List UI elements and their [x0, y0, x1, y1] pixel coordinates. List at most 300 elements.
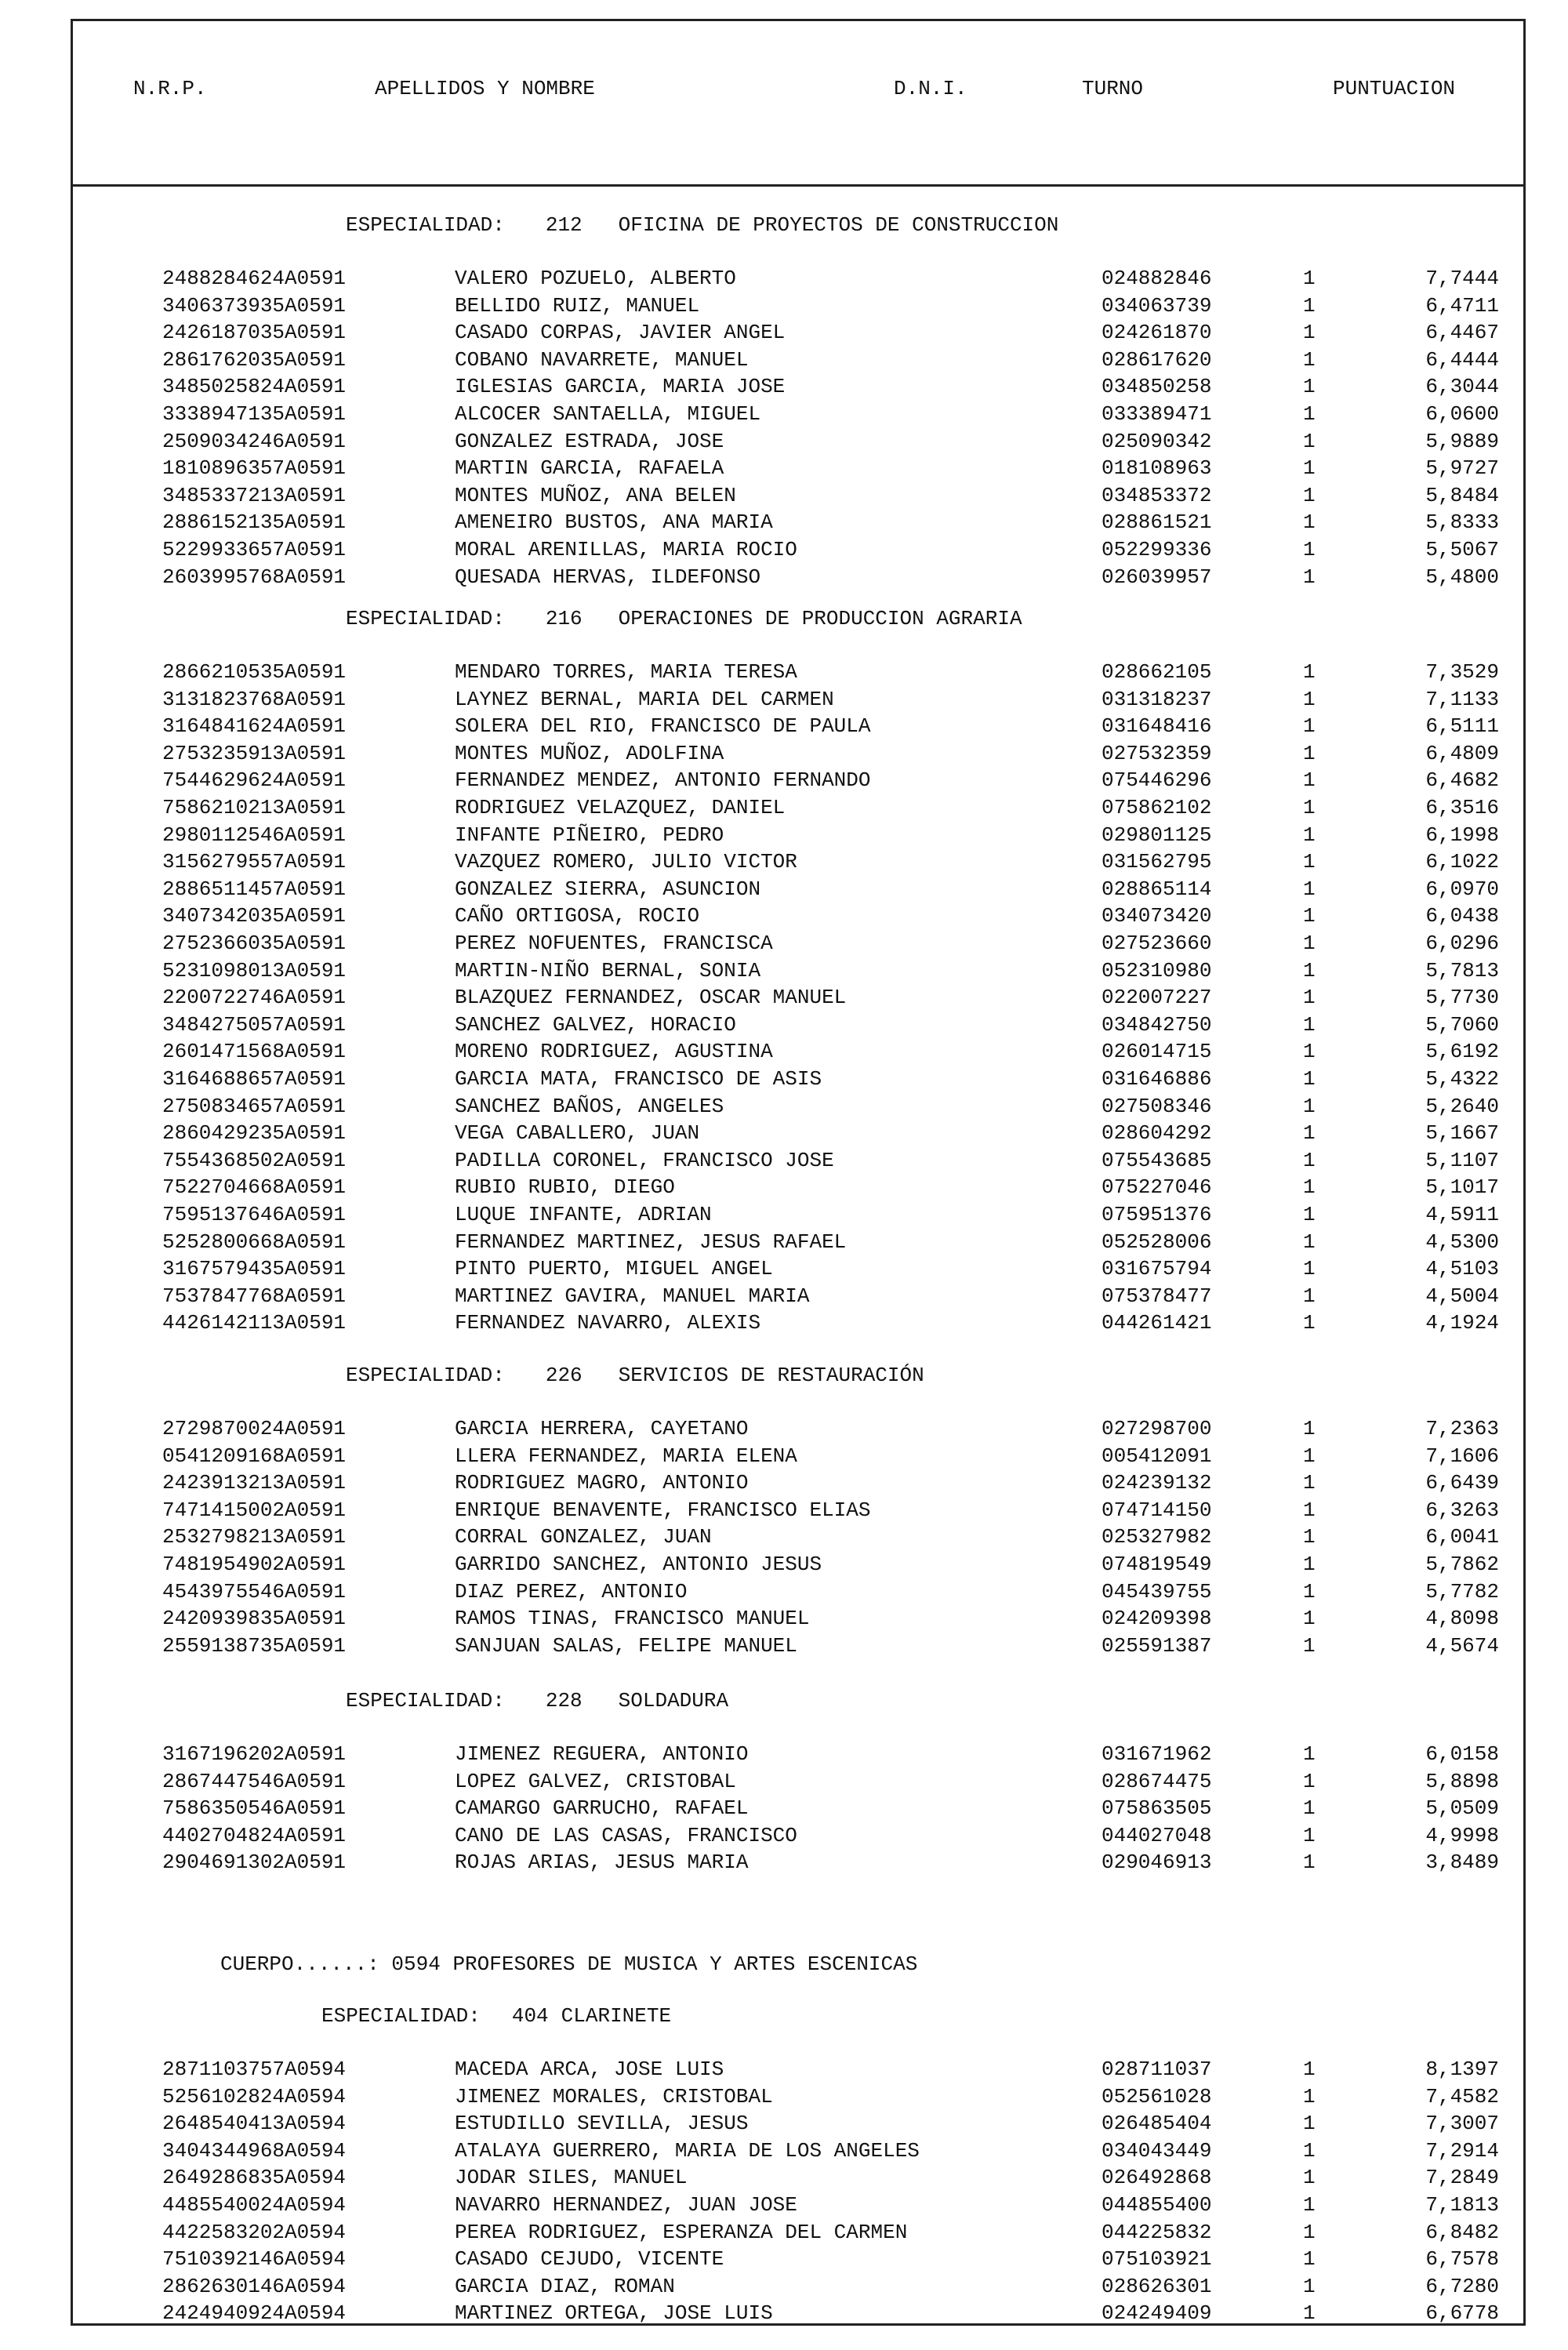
cell-puntuacion: 7,3529	[1425, 660, 1499, 684]
cell-nrp: 0541209168A0591	[162, 1444, 347, 1468]
cell-puntuacion: 5,2640	[1425, 1094, 1499, 1118]
cell-name: RUBIO RUBIO, DIEGO	[455, 1175, 675, 1200]
cell-nrp: 2423913213A0591	[162, 1471, 347, 1495]
table-row	[0, 2166, 1568, 2192]
cell-dni: 024882846	[1102, 267, 1212, 290]
cell-dni: 026039957	[1102, 565, 1212, 589]
cell-puntuacion: 5,6192	[1425, 1040, 1499, 1064]
cell-puntuacion: 6,7280	[1425, 2274, 1499, 2298]
cell-name: DIAZ PEREZ, ANTONIO	[455, 1579, 688, 1604]
table-row	[0, 430, 1568, 456]
cell-puntuacion: 6,0970	[1425, 877, 1499, 901]
cell-turno: 1	[1303, 823, 1316, 847]
cell-nrp: 2601471568A0591	[162, 1040, 347, 1064]
cell-nrp: 3485337213A0591	[162, 483, 347, 507]
table-row	[0, 484, 1568, 510]
cell-nrp: 3484275057A0591	[162, 1012, 347, 1037]
cell-dni: 031648416	[1102, 714, 1212, 739]
cell-dni: 031562795	[1102, 850, 1212, 874]
cell-nrp: 7510392146A0594	[162, 2247, 347, 2272]
cell-nrp: 7537847768A0591	[162, 1284, 347, 1308]
cell-puntuacion: 6,4682	[1425, 768, 1499, 793]
cell-name: GARCIA MATA, FRANCISCO DE ASIS	[455, 1067, 822, 1091]
cell-dni: 031318237	[1102, 687, 1212, 711]
cell-puntuacion: 6,5111	[1425, 714, 1499, 739]
cell-name: QUESADA HERVAS, ILDEFONSO	[455, 565, 761, 589]
cell-turno: 1	[1303, 1579, 1316, 1604]
cell-name: MARTIN GARCIA, RAFAELA	[455, 456, 724, 481]
cell-dni: 052299336	[1102, 538, 1212, 561]
cell-puntuacion: 5,8333	[1425, 510, 1499, 535]
cell-nrp: 2200722746A0591	[162, 986, 347, 1010]
especialidad-code: 216	[545, 607, 583, 630]
cell-turno: 1	[1303, 958, 1316, 982]
header-turno: TURNO	[1082, 77, 1144, 100]
cell-turno: 1	[1303, 2220, 1316, 2244]
cell-puntuacion: 6,0041	[1425, 1525, 1499, 1549]
table-row	[0, 904, 1568, 931]
cell-puntuacion: 6,4444	[1425, 347, 1499, 372]
cell-nrp: 7586350546A0591	[162, 1796, 347, 1821]
cell-nrp: 3167196202A0591	[162, 1742, 347, 1766]
cell-nrp: 3404344968A0594	[162, 2138, 347, 2163]
cell-dni: 052528006	[1102, 1229, 1212, 1254]
table-row	[0, 2139, 1568, 2166]
table-row	[0, 959, 1568, 986]
table-row	[0, 1824, 1568, 1851]
cell-puntuacion: 6,6778	[1425, 2301, 1499, 2326]
cell-dni: 033389471	[1102, 402, 1212, 426]
table-row	[0, 565, 1568, 592]
cell-nrp: 2886511457A0591	[162, 877, 347, 901]
cell-turno: 1	[1303, 1796, 1316, 1821]
cell-dni: 034073420	[1102, 904, 1212, 928]
especialidad-name: OFICINA DE PROYECTOS DE CONSTRUCCION	[618, 213, 1059, 237]
cell-name: ENRIQUE BENAVENTE, FRANCISCO ELIAS	[455, 1498, 871, 1522]
cell-nrp: 2750834657A0591	[162, 1094, 347, 1118]
cell-turno: 1	[1303, 1229, 1316, 1254]
cell-turno: 1	[1303, 687, 1316, 711]
cell-dni: 074819549	[1102, 1553, 1212, 1576]
cell-nrp: 2752366035A0591	[162, 932, 347, 955]
table-row	[0, 1013, 1568, 1040]
cell-puntuacion: 5,7060	[1425, 1012, 1499, 1037]
cell-turno: 1	[1303, 1257, 1316, 1281]
cell-nrp: 2867447546A0591	[162, 1769, 347, 1793]
cell-nrp: 2980112546A0591	[162, 823, 347, 847]
cell-dni: 018108963	[1102, 456, 1212, 481]
cell-name: GARCIA HERRERA, CAYETANO	[455, 1417, 749, 1440]
table-row	[0, 456, 1568, 483]
header-nombre: APELLIDOS Y NOMBRE	[375, 77, 595, 100]
cell-puntuacion: 4,9998	[1425, 1823, 1499, 1847]
table-row	[0, 375, 1568, 401]
cell-name: MACEDA ARCA, JOSE LUIS	[455, 2058, 724, 2081]
cell-name: GONZALEZ ESTRADA, JOSE	[455, 429, 724, 453]
cell-puntuacion: 6,3263	[1425, 1498, 1499, 1522]
cell-turno: 1	[1303, 402, 1316, 426]
cell-name: CORRAL GONZALEZ, JUAN	[455, 1525, 712, 1549]
cell-dni: 028662105	[1102, 660, 1212, 684]
table-row	[0, 2193, 1568, 2220]
cell-dni: 028626301	[1102, 2274, 1212, 2298]
cell-turno: 1	[1303, 741, 1316, 765]
table-row	[0, 510, 1568, 537]
cell-nrp: 4422583202A0594	[162, 2220, 347, 2244]
cell-nrp: 2649286835A0594	[162, 2166, 347, 2190]
cell-name: AMENEIRO BUSTOS, ANA MARIA	[455, 510, 773, 535]
cell-dni: 028617620	[1102, 347, 1212, 372]
cell-dni: 031675794	[1102, 1257, 1212, 1281]
table-row	[0, 294, 1568, 321]
cell-name: SANJUAN SALAS, FELIPE MANUEL	[455, 1633, 797, 1658]
table-row	[0, 1257, 1568, 1284]
cell-puntuacion: 7,3007	[1425, 2112, 1499, 2136]
cell-name: COBANO NAVARRETE, MANUEL	[455, 347, 749, 372]
cell-dni: 025327982	[1102, 1525, 1212, 1549]
cell-nrp: 2729870024A0591	[162, 1417, 347, 1440]
cell-name: CANO DE LAS CASAS, FRANCISCO	[455, 1823, 797, 1847]
cell-name: RODRIGUEZ MAGRO, ANTONIO	[455, 1471, 749, 1495]
cell-nrp: 7586210213A0591	[162, 796, 347, 819]
table-row	[0, 660, 1568, 687]
cell-puntuacion: 6,4809	[1425, 741, 1499, 765]
cell-nrp: 2860429235A0591	[162, 1121, 347, 1146]
cell-turno: 1	[1303, 714, 1316, 739]
cell-turno: 1	[1303, 986, 1316, 1010]
cell-puntuacion: 5,7730	[1425, 986, 1499, 1010]
cell-dni: 075227046	[1102, 1175, 1212, 1200]
cell-dni: 075446296	[1102, 768, 1212, 793]
cell-dni: 024239132	[1102, 1471, 1212, 1495]
cell-name: ALCOCER SANTAELLA, MIGUEL	[455, 402, 761, 426]
cell-turno: 1	[1303, 768, 1316, 793]
cell-dni: 045439755	[1102, 1579, 1212, 1604]
especialidad-code: 226	[545, 1364, 583, 1387]
table-row	[0, 2301, 1568, 2328]
cell-dni: 074714150	[1102, 1498, 1212, 1522]
cell-name: JODAR SILES, MANUEL	[455, 2166, 688, 2190]
cell-puntuacion: 6,4467	[1425, 321, 1499, 345]
cell-dni: 044027048	[1102, 1823, 1212, 1847]
cell-dni: 034853372	[1102, 483, 1212, 507]
cell-dni: 034842750	[1102, 1012, 1212, 1037]
especialidad-label: ESPECIALIDAD:	[346, 1689, 505, 1713]
especialidad-heading	[321, 2004, 671, 2028]
cell-dni: 028865114	[1102, 877, 1212, 901]
cell-nrp: 5256102824A0594	[162, 2084, 347, 2108]
cell-puntuacion: 6,1022	[1425, 850, 1499, 874]
cell-turno: 1	[1303, 1607, 1316, 1631]
cell-turno: 1	[1303, 1851, 1316, 1875]
cell-dni: 022007227	[1102, 986, 1212, 1010]
table-row	[0, 2247, 1568, 2274]
cell-turno: 1	[1303, 932, 1316, 955]
cell-puntuacion: 6,4711	[1425, 293, 1499, 318]
cell-turno: 1	[1303, 2138, 1316, 2163]
cell-nrp: 2862630146A0594	[162, 2274, 347, 2298]
table-row	[0, 1175, 1568, 1202]
cell-puntuacion: 4,5300	[1425, 1229, 1499, 1254]
cell-nrp: 1810896357A0591	[162, 456, 347, 481]
cell-dni: 075103921	[1102, 2247, 1212, 2272]
cell-dni: 025591387	[1102, 1633, 1212, 1658]
cell-name: IGLESIAS GARCIA, MARIA JOSE	[455, 375, 786, 399]
cell-name: FERNANDEZ MARTINEZ, JESUS RAFAEL	[455, 1229, 847, 1254]
table-row	[0, 1149, 1568, 1175]
cell-puntuacion: 5,7862	[1425, 1553, 1499, 1576]
table-row	[0, 1095, 1568, 1121]
cell-dni: 026014715	[1102, 1040, 1212, 1064]
cell-puntuacion: 7,1133	[1425, 687, 1499, 711]
especialidad-label: ESPECIALIDAD:	[346, 213, 505, 237]
cell-dni: 029046913	[1102, 1851, 1212, 1875]
cell-nrp: 7554368502A0591	[162, 1148, 347, 1172]
cell-dni: 075862102	[1102, 796, 1212, 819]
cell-dni: 024261870	[1102, 321, 1212, 345]
cell-name: GARRIDO SANCHEZ, ANTONIO JESUS	[455, 1553, 822, 1576]
cell-turno: 1	[1303, 2166, 1316, 2190]
cell-dni: 075543685	[1102, 1148, 1212, 1172]
cell-puntuacion: 5,9889	[1425, 429, 1499, 453]
cell-name: PINTO PUERTO, MIGUEL ANGEL	[455, 1257, 773, 1281]
cell-turno: 1	[1303, 1121, 1316, 1146]
cell-puntuacion: 6,3516	[1425, 796, 1499, 819]
cell-nrp: 3164688657A0591	[162, 1067, 347, 1091]
cell-puntuacion: 6,0438	[1425, 904, 1499, 928]
table-row	[0, 1796, 1568, 1823]
cell-turno: 1	[1303, 293, 1316, 318]
cell-puntuacion: 5,4322	[1425, 1067, 1499, 1091]
table-row	[0, 1498, 1568, 1525]
cell-puntuacion: 7,4582	[1425, 2084, 1499, 2108]
cell-name: BELLIDO RUIZ, MANUEL	[455, 293, 700, 318]
cell-puntuacion: 5,8484	[1425, 483, 1499, 507]
cell-nrp: 3156279557A0591	[162, 850, 347, 874]
table-row	[0, 348, 1568, 375]
cell-nrp: 5231098013A0591	[162, 958, 347, 982]
cell-turno: 1	[1303, 660, 1316, 684]
cell-turno: 1	[1303, 1742, 1316, 1766]
cell-puntuacion: 5,8898	[1425, 1769, 1499, 1793]
cell-dni: 026492868	[1102, 2166, 1212, 2190]
cell-dni: 027298700	[1102, 1417, 1212, 1440]
cell-nrp: 5252800668A0591	[162, 1229, 347, 1254]
cell-puntuacion: 5,1107	[1425, 1148, 1499, 1172]
cell-turno: 1	[1303, 2274, 1316, 2298]
especialidad-code: 404	[511, 2004, 549, 2028]
table-row	[0, 1770, 1568, 1796]
table-row	[0, 823, 1568, 850]
cell-name: VEGA CABALLERO, JUAN	[455, 1121, 700, 1146]
cell-turno: 1	[1303, 904, 1316, 928]
cell-dni: 031646886	[1102, 1067, 1212, 1091]
cell-turno: 1	[1303, 429, 1316, 453]
cell-turno: 1	[1303, 1067, 1316, 1091]
cell-name: SANCHEZ BAÑOS, ANGELES	[455, 1094, 724, 1118]
cell-nrp: 2861762035A0591	[162, 347, 347, 372]
cell-dni: 075863505	[1102, 1796, 1212, 1821]
table-row	[0, 986, 1568, 1012]
especialidad-code: 212	[545, 213, 583, 237]
table-row	[0, 1525, 1568, 1552]
especialidad-name: CLARINETE	[561, 2004, 672, 2028]
table-row	[0, 1417, 1568, 1444]
cell-dni: 034063739	[1102, 293, 1212, 318]
cell-name: CAMARGO GARRUCHO, RAFAEL	[455, 1796, 749, 1821]
cell-dni: 075951376	[1102, 1203, 1212, 1226]
table-row	[0, 2221, 1568, 2247]
cell-turno: 1	[1303, 2247, 1316, 2272]
cell-name: MORAL ARENILLAS, MARIA ROCIO	[455, 538, 797, 561]
especialidad-label: ESPECIALIDAD:	[321, 2004, 481, 2028]
cell-nrp: 4485540024A0594	[162, 2193, 347, 2217]
cell-turno: 1	[1303, 1175, 1316, 1200]
cell-nrp: 2426187035A0591	[162, 321, 347, 345]
cell-nrp: 4402704824A0591	[162, 1823, 347, 1847]
cell-turno: 1	[1303, 375, 1316, 399]
cell-name: MARTIN-NIÑO BERNAL, SONIA	[455, 958, 761, 982]
cell-turno: 1	[1303, 1553, 1316, 1576]
cell-name: MONTES MUÑOZ, ANA BELEN	[455, 483, 736, 507]
cell-puntuacion: 6,1998	[1425, 823, 1499, 847]
table-row	[0, 1634, 1568, 1661]
cell-name: PADILLA CORONEL, FRANCISCO JOSE	[455, 1148, 834, 1172]
cell-puntuacion: 4,5103	[1425, 1257, 1499, 1281]
especialidad-name: SOLDADURA	[618, 1689, 729, 1713]
cell-puntuacion: 7,1813	[1425, 2193, 1499, 2217]
cell-dni: 034850258	[1102, 375, 1212, 399]
cell-turno: 1	[1303, 1525, 1316, 1549]
cell-nrp: 2424940924A0594	[162, 2301, 347, 2326]
cell-puntuacion: 5,7782	[1425, 1579, 1499, 1604]
cell-turno: 1	[1303, 1284, 1316, 1308]
table-row	[0, 1580, 1568, 1607]
table-row	[0, 932, 1568, 958]
table-row	[0, 267, 1568, 293]
especialidad-heading	[346, 213, 1058, 237]
header-puntuacion: PUNTUACION	[1333, 77, 1456, 100]
table-row	[0, 688, 1568, 714]
table-row	[0, 1607, 1568, 1633]
cell-name: MENDARO TORRES, MARIA TERESA	[455, 660, 797, 684]
table-row	[0, 1067, 1568, 1094]
table-row	[0, 1284, 1568, 1311]
cell-nrp: 3167579435A0591	[162, 1257, 347, 1281]
cell-puntuacion: 7,2363	[1425, 1417, 1499, 1440]
table-row	[0, 2112, 1568, 2138]
table-row	[0, 850, 1568, 877]
cell-nrp: 3406373935A0591	[162, 293, 347, 318]
especialidad-heading	[346, 607, 1022, 630]
cell-dni: 044855400	[1102, 2193, 1212, 2217]
cell-turno: 1	[1303, 1311, 1316, 1335]
cell-name: JIMENEZ REGUERA, ANTONIO	[455, 1742, 749, 1766]
cell-nrp: 7481954902A0591	[162, 1553, 347, 1576]
cell-nrp: 2532798213A0591	[162, 1525, 347, 1549]
cell-dni: 028604292	[1102, 1121, 1212, 1146]
cell-dni: 024249409	[1102, 2301, 1212, 2326]
cell-name: ROJAS ARIAS, JESUS MARIA	[455, 1851, 749, 1875]
cell-turno: 1	[1303, 877, 1316, 901]
cell-nrp: 4426142113A0591	[162, 1311, 347, 1335]
cell-nrp: 2648540413A0594	[162, 2112, 347, 2136]
cell-dni: 027523660	[1102, 932, 1212, 955]
table-row	[0, 1444, 1568, 1471]
cell-dni: 024209398	[1102, 1607, 1212, 1631]
cell-puntuacion: 6,0600	[1425, 402, 1499, 426]
cell-turno: 1	[1303, 267, 1316, 290]
cell-turno: 1	[1303, 2112, 1316, 2136]
cell-name: PEREZ NOFUENTES, FRANCISCA	[455, 932, 773, 955]
cell-nrp: 7471415002A0591	[162, 1498, 347, 1522]
cell-nrp: 2866210535A0591	[162, 660, 347, 684]
cell-nrp: 7544629624A0591	[162, 768, 347, 793]
table-row	[0, 1471, 1568, 1498]
table-row	[0, 2085, 1568, 2112]
cell-name: LLERA FERNANDEZ, MARIA ELENA	[455, 1444, 797, 1468]
especialidad-heading	[346, 1364, 924, 1387]
cell-name: ATALAYA GUERRERO, MARIA DE LOS ANGELES	[455, 2138, 920, 2163]
cell-turno: 1	[1303, 1094, 1316, 1118]
cell-name: MONTES MUÑOZ, ADOLFINA	[455, 741, 724, 765]
cell-name: LOPEZ GALVEZ, CRISTOBAL	[455, 1769, 736, 1793]
cell-dni: 025090342	[1102, 429, 1212, 453]
cell-puntuacion: 6,6439	[1425, 1471, 1499, 1495]
cell-nrp: 2603995768A0591	[162, 565, 347, 589]
table-row	[0, 877, 1568, 904]
table-row	[0, 714, 1568, 741]
cell-puntuacion: 5,1017	[1425, 1175, 1499, 1200]
cell-turno: 1	[1303, 1148, 1316, 1172]
cell-puntuacion: 5,1667	[1425, 1121, 1499, 1146]
cell-dni: 026485404	[1102, 2112, 1212, 2136]
table-row	[0, 1121, 1568, 1148]
cell-name: JIMENEZ MORALES, CRISTOBAL	[455, 2084, 773, 2108]
especialidad-name: OPERACIONES DE PRODUCCION AGRARIA	[618, 607, 1022, 630]
cell-puntuacion: 6,8482	[1425, 2220, 1499, 2244]
cell-turno: 1	[1303, 1471, 1316, 1495]
cell-name: MARTINEZ GAVIRA, MANUEL MARIA	[455, 1284, 810, 1308]
cell-turno: 1	[1303, 1012, 1316, 1037]
cell-puntuacion: 6,7578	[1425, 2247, 1499, 2272]
cell-name: FERNANDEZ NAVARRO, ALEXIS	[455, 1311, 761, 1335]
especialidad-heading	[346, 1689, 728, 1713]
cell-name: MARTINEZ ORTEGA, JOSE LUIS	[455, 2301, 773, 2326]
cell-puntuacion: 5,7813	[1425, 958, 1499, 982]
cell-dni: 075378477	[1102, 1284, 1212, 1308]
cell-dni: 028674475	[1102, 1769, 1212, 1793]
cell-turno: 1	[1303, 1498, 1316, 1522]
cell-name: CASADO CORPAS, JAVIER ANGEL	[455, 321, 786, 345]
table-row	[0, 768, 1568, 795]
cell-nrp: 2420939835A0591	[162, 1607, 347, 1631]
cell-nrp: 7522704668A0591	[162, 1175, 347, 1200]
cell-turno: 1	[1303, 1444, 1316, 1468]
cell-turno: 1	[1303, 1769, 1316, 1793]
cell-turno: 1	[1303, 2084, 1316, 2108]
cell-turno: 1	[1303, 1633, 1316, 1658]
cell-dni: 044225832	[1102, 2220, 1212, 2244]
cell-dni: 052561028	[1102, 2084, 1212, 2108]
cell-name: BLAZQUEZ FERNANDEZ, OSCAR MANUEL	[455, 986, 847, 1010]
cell-puntuacion: 6,0296	[1425, 932, 1499, 955]
cell-turno: 1	[1303, 1040, 1316, 1064]
cell-name: MORENO RODRIGUEZ, AGUSTINA	[455, 1040, 773, 1064]
cell-turno: 1	[1303, 456, 1316, 481]
cell-puntuacion: 8,1397	[1425, 2058, 1499, 2081]
cell-nrp: 3164841624A0591	[162, 714, 347, 739]
